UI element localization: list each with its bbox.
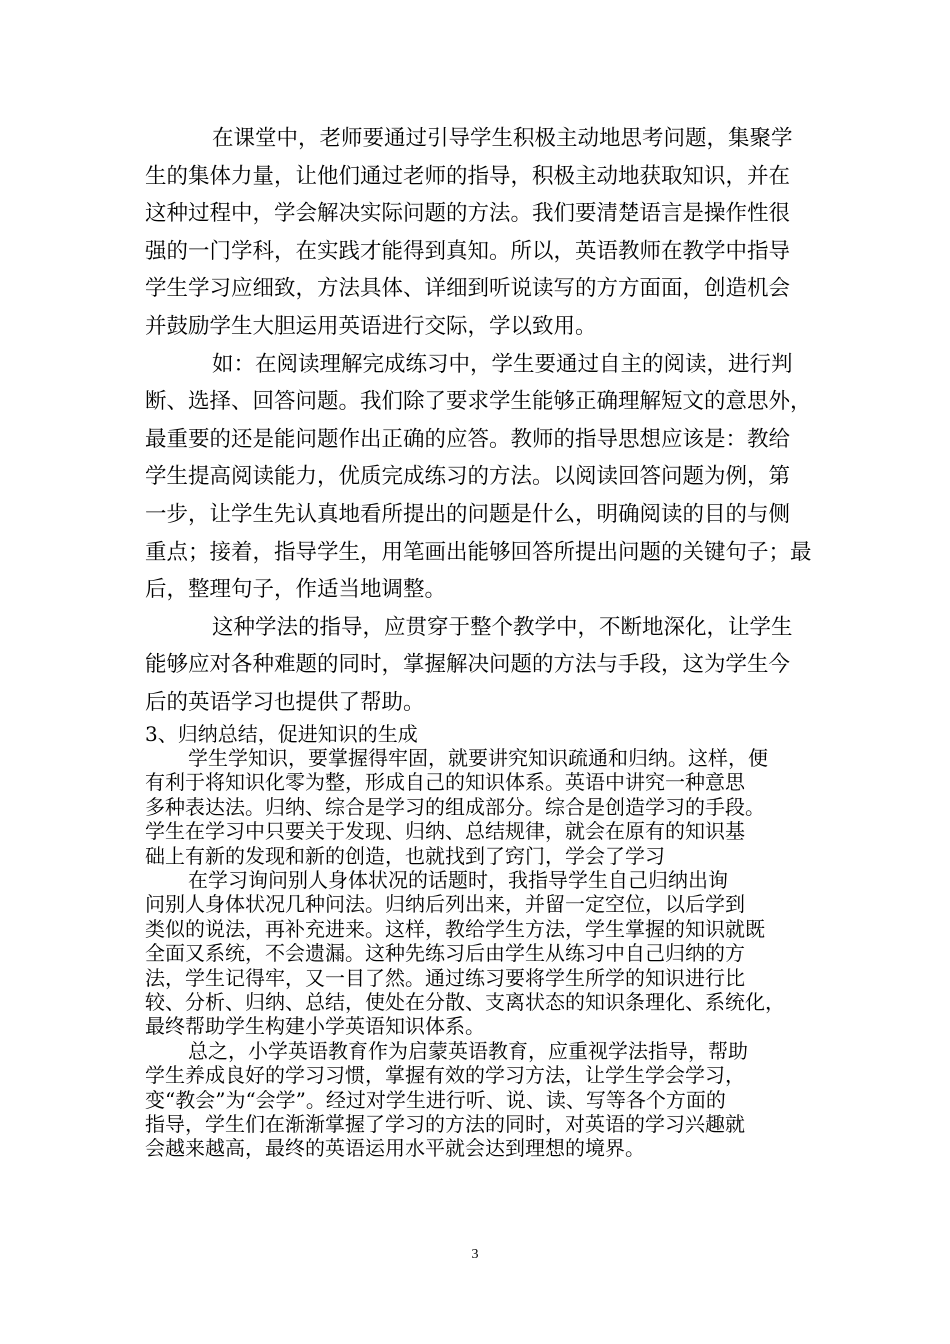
paragraph-line: 问别人身体状况几种问法。归纳后列出来，并留一定空位，以后学到 [145, 892, 745, 917]
paragraph-line: 一步，让学生先认真地看所提出的问题是什么，明确阅读的目的与侧 [145, 502, 791, 527]
paragraph-line: 总之，小学英语教育作为启蒙英语教育，应重视学法指导，帮助 [188, 1038, 748, 1063]
paragraph-line: 学生在学习中只要关于发现、归纳、总结规律，就会在原有的知识基 [145, 819, 745, 844]
section-heading: 3、归纳总结，促进知识的生成 [145, 722, 418, 746]
page-number: 3 [471, 1247, 479, 1262]
paragraph-line: 最终帮助学生构建小学英语知识体系。 [145, 1014, 485, 1039]
paragraph-line: 指导，学生们在渐渐掌握了学习的方法的同时，对英语的学习兴趣就 [145, 1112, 745, 1136]
paragraph-line: 全面又系统，不会遗漏。这种先练习后由学生从练习中自己归纳的方 [145, 941, 745, 966]
paragraph-line: 重点；接着，指导学生，用笔画出能够回答所提出问题的关键句子；最 [145, 539, 812, 565]
paragraph-line: 会越来越高，最终的英语运用水平就会达到理想的境界。 [145, 1136, 645, 1161]
paragraph-line: 生的集体力量，让他们通过老师的指导，积极主动地获取知识，并在 [145, 163, 791, 189]
paragraph-line: 这种学法的指导，应贯穿于整个教学中，不断地深化，让学生 [212, 614, 793, 640]
paragraph-line: 较、分析、归纳、总结，使处在分散、支离状态的知识条理化、系统化， [145, 990, 785, 1014]
paragraph-line: 后，整理句子，作适当地调整。 [145, 577, 447, 603]
paragraph-line: 学生养成良好的学习习惯，掌握有效的学习方法，让学生学会学习， [145, 1063, 745, 1088]
paragraph-line: 有利于将知识化零为整，形成自己的知识体系。英语中讲究一种意思 [145, 770, 745, 795]
paragraph-line: 在学习询问别人身体状况的话题时，我指导学生自己归纳出询 [188, 868, 728, 892]
paragraph-line: 断、选择、回答问题。我们除了要求学生能够正确理解短文的意思外， [145, 389, 812, 415]
paragraph-line: 多种表达法。归纳、综合是学习的组成部分。综合是创造学习的手段。 [145, 794, 765, 819]
paragraph-line: 并鼓励学生大胆运用英语进行交际，学以致用。 [145, 314, 597, 339]
paragraph-line: 最重要的还是能问题作出正确的应答。教师的指导思想应该是：教给 [145, 426, 791, 452]
paragraph-line: 强的一门学科，在实践才能得到真知。所以，英语教师在教学中指导 [145, 238, 791, 264]
paragraph-line: 学生学习应细致，方法具体、详细到听说读写的方方面面，创造机会 [145, 276, 791, 302]
paragraph-line: 础上有新的发现和新的创造，也就找到了窍门，学会了学习 [145, 843, 665, 868]
paragraph-line: 法，学生记得牢，又一目了然。通过练习要将学生所学的知识进行比 [145, 965, 745, 990]
paragraph-line: 如：在阅读理解完成练习中，学生要通过自主的阅读，进行判 [212, 351, 793, 377]
paragraph-line: 变“教会”为“会学”。经过对学生进行听、说、读、写等各个方面的 [145, 1087, 726, 1112]
paragraph-line: 学生学知识，要掌握得牢固，就要讲究知识疏通和归纳。这样，便 [188, 746, 768, 770]
paragraph-line: 这种过程中，学会解决实际问题的方法。我们要清楚语言是操作性很 [145, 201, 791, 227]
paragraph-line: 在课堂中，老师要通过引导学生积极主动地思考问题，集聚学 [212, 126, 793, 151]
paragraph-line: 类似的说法，再补充进来。这样，教给学生方法，学生掌握的知识就既 [145, 916, 765, 941]
paragraph-line: 能够应对各种难题的同时，掌握解决问题的方法与手段，这为学生今 [145, 652, 791, 678]
paragraph-line: 学生提高阅读能力，优质完成练习的方法。以阅读回答问题为例，第 [145, 464, 791, 490]
paragraph-line: 后的英语学习也提供了帮助。 [145, 690, 425, 715]
